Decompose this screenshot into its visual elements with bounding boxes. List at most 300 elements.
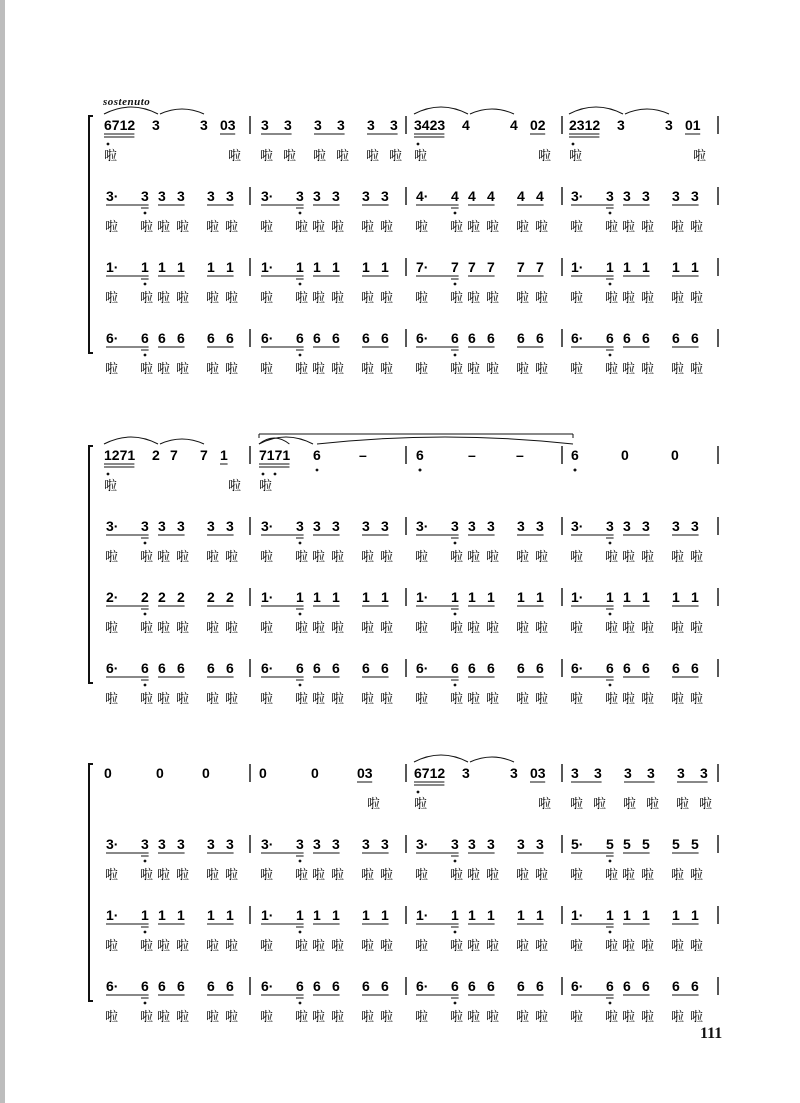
note: 1 (468, 907, 476, 923)
note: 3 (296, 188, 304, 204)
note: 3 (152, 117, 160, 133)
lyric: 啦 (361, 362, 375, 377)
note-group: 7171 (259, 447, 291, 463)
low-octave-dot (107, 473, 110, 476)
note: 3 (606, 518, 614, 534)
lyric: 啦 (570, 692, 584, 707)
lyric: 啦 (622, 291, 636, 306)
lyric: 啦 (313, 149, 327, 164)
lyric: 啦 (336, 149, 350, 164)
lyric: 啦 (623, 797, 637, 812)
lyric: 啦 (690, 362, 704, 377)
lyric: 啦 (535, 220, 549, 235)
note: 2 (207, 589, 215, 605)
note: 1 (691, 259, 699, 275)
lyric: 啦 (467, 550, 481, 565)
lyric: 啦 (641, 621, 655, 636)
note: 4 (451, 188, 459, 204)
note: 3· (416, 836, 429, 852)
note: 6 (606, 330, 614, 346)
lyric: 啦 (569, 149, 583, 164)
note: 3 (314, 117, 322, 133)
lyric: 啦 (176, 220, 190, 235)
low-octave-dot (144, 1002, 147, 1005)
lyric: 啦 (535, 692, 549, 707)
low-octave-dot (609, 684, 612, 687)
note: 6 (606, 660, 614, 676)
note: 3· (106, 188, 119, 204)
note: 2 (226, 589, 234, 605)
note: 1 (207, 907, 215, 923)
note: 1 (536, 589, 544, 605)
lyric: 啦 (622, 621, 636, 636)
lyric: 啦 (622, 550, 636, 565)
note: 1 (623, 907, 631, 923)
lyric: 啦 (312, 868, 326, 883)
lyric: 啦 (690, 550, 704, 565)
note: 1· (106, 259, 119, 275)
lyric: 啦 (260, 1010, 274, 1025)
lyric: 啦 (140, 220, 154, 235)
lyric: 啦 (361, 550, 375, 565)
lyric: 啦 (260, 621, 274, 636)
lyric: 啦 (312, 621, 326, 636)
lyric: 啦 (415, 692, 429, 707)
lyric: 啦 (312, 692, 326, 707)
note: 1 (517, 907, 525, 923)
lyric: 啦 (516, 939, 530, 954)
note: 7 (170, 447, 178, 463)
note: 1 (606, 259, 614, 275)
note: 1 (642, 907, 650, 923)
lyric: 啦 (535, 550, 549, 565)
note: 1 (362, 907, 370, 923)
note: 1 (362, 259, 370, 275)
note: 6 (362, 978, 370, 994)
lyric: 啦 (605, 291, 619, 306)
lyric: 啦 (295, 621, 309, 636)
note: 3 (623, 518, 631, 534)
lyric: 啦 (361, 291, 375, 306)
note: 1 (362, 589, 370, 605)
note-group: 1 (220, 447, 228, 463)
lyric: 啦 (690, 939, 704, 954)
note: 1 (177, 907, 185, 923)
low-octave-dot (574, 469, 577, 472)
system-bracket (89, 446, 93, 683)
low-octave-dot (454, 684, 457, 687)
lyric: 啦 (605, 621, 619, 636)
low-octave-dot (299, 684, 302, 687)
note: 7 (517, 259, 525, 275)
low-octave-dot (454, 354, 457, 357)
lyric: 啦 (467, 220, 481, 235)
lyric: 啦 (206, 291, 220, 306)
lyric: 啦 (486, 621, 500, 636)
note: 3 (517, 836, 525, 852)
note: 1 (381, 907, 389, 923)
note: 1· (571, 589, 584, 605)
note: 3· (106, 836, 119, 852)
low-octave-dot (299, 931, 302, 934)
lyric: 啦 (676, 797, 690, 812)
note: 6 (313, 330, 321, 346)
lyric: 啦 (622, 868, 636, 883)
note: 1 (381, 259, 389, 275)
note: 1 (313, 907, 321, 923)
lyric: 啦 (176, 692, 190, 707)
note: 3 (332, 518, 340, 534)
lyric: 啦 (140, 362, 154, 377)
lyric: 啦 (105, 621, 119, 636)
lyric: 啦 (622, 939, 636, 954)
note: 3 (390, 117, 398, 133)
lyric: 啦 (535, 939, 549, 954)
note: 7 (200, 447, 208, 463)
note: 7 (451, 259, 459, 275)
note: 6 (381, 978, 389, 994)
note: 6 (416, 447, 424, 463)
lyric: 啦 (157, 939, 171, 954)
lyric: 啦 (312, 291, 326, 306)
note: 6 (296, 978, 304, 994)
note: 3 (691, 518, 699, 534)
low-octave-dot (299, 613, 302, 616)
lyric: 啦 (570, 621, 584, 636)
lyric: 啦 (415, 1010, 429, 1025)
note: 1 (158, 259, 166, 275)
note-group: 1271 (104, 447, 136, 463)
lyric: 啦 (260, 220, 274, 235)
note: 6 (623, 660, 631, 676)
note: 6 (672, 660, 680, 676)
lyric: 啦 (157, 220, 171, 235)
note: 1 (226, 259, 234, 275)
lyric: 啦 (535, 1010, 549, 1025)
note: 6 (468, 660, 476, 676)
note: 6· (571, 660, 584, 676)
lyric: 啦 (206, 220, 220, 235)
lyric: 啦 (331, 220, 345, 235)
note: 3 (296, 836, 304, 852)
lyric: 啦 (646, 797, 660, 812)
lyric: 啦 (641, 291, 655, 306)
low-octave-dot (299, 1002, 302, 1005)
lyric: 啦 (176, 291, 190, 306)
note: 3· (106, 518, 119, 534)
note: 6 (177, 660, 185, 676)
lyric: 啦 (415, 939, 429, 954)
note: 3 (177, 188, 185, 204)
lyric: 啦 (699, 797, 713, 812)
lyric: 啦 (105, 939, 119, 954)
note: 3 (226, 188, 234, 204)
lyric: 啦 (671, 291, 685, 306)
note: 3 (141, 188, 149, 204)
note: 6 (158, 330, 166, 346)
lyric: 啦 (176, 868, 190, 883)
note: 5 (642, 836, 650, 852)
lyric: 啦 (671, 1010, 685, 1025)
lyric: 啦 (671, 362, 685, 377)
lyric: 啦 (415, 291, 429, 306)
note: 6 (332, 978, 340, 994)
note: 6 (141, 330, 149, 346)
note: 6 (487, 978, 495, 994)
lyric: 啦 (157, 621, 171, 636)
note-group: 6712 (414, 765, 446, 781)
note: 0 (621, 447, 629, 463)
lyric: 啦 (486, 692, 500, 707)
lyric: 啦 (380, 621, 394, 636)
note: 3 (642, 188, 650, 204)
note: 4 (510, 117, 518, 133)
note: 4 (517, 188, 525, 204)
lyric: 啦 (157, 291, 171, 306)
lyric: 啦 (260, 291, 274, 306)
lyric: 啦 (641, 939, 655, 954)
lyric: 啦 (605, 939, 619, 954)
note: 5 (672, 836, 680, 852)
note: 2 (141, 589, 149, 605)
lyric: 啦 (105, 692, 119, 707)
lyric: 啦 (206, 1010, 220, 1025)
note: 3 (207, 836, 215, 852)
lyric: 啦 (414, 149, 428, 164)
lyric: 啦 (516, 220, 530, 235)
rest: 0 (311, 765, 319, 781)
lyric: 啦 (331, 621, 345, 636)
note: 5 (623, 836, 631, 852)
lyric: 啦 (690, 1010, 704, 1025)
note: 6 (571, 447, 579, 463)
note: 6 (536, 978, 544, 994)
note: 7 (536, 259, 544, 275)
note: 3 (624, 765, 632, 781)
lyric: 啦 (467, 1010, 481, 1025)
low-octave-dot (316, 469, 319, 472)
note: 1 (606, 907, 614, 923)
note: 1 (642, 589, 650, 605)
lyric: 啦 (593, 797, 607, 812)
low-octave-dot (454, 212, 457, 215)
lyric: 啦 (570, 291, 584, 306)
lyric: 啦 (105, 220, 119, 235)
note-group: 2312 (569, 117, 601, 133)
tie (470, 757, 514, 762)
lyric: 啦 (225, 291, 239, 306)
lyric: 啦 (535, 621, 549, 636)
lyric: 啦 (206, 868, 220, 883)
note-group: 03 (530, 765, 546, 781)
slur (259, 438, 289, 444)
note: 6 (332, 660, 340, 676)
tie (470, 109, 514, 114)
lyric: 啦 (176, 550, 190, 565)
lyric: 啦 (690, 220, 704, 235)
note: 6 (672, 330, 680, 346)
lyric: 啦 (516, 621, 530, 636)
note: 1 (468, 589, 476, 605)
low-octave-dot (144, 860, 147, 863)
note: 1 (623, 259, 631, 275)
tempo-marking: sostenuto (103, 96, 151, 108)
lyric: 啦 (361, 692, 375, 707)
lyric: 啦 (486, 550, 500, 565)
note: 3 (451, 518, 459, 534)
note: 1· (571, 907, 584, 923)
lyric: 啦 (225, 939, 239, 954)
note: 3 (517, 518, 525, 534)
note: 6 (381, 660, 389, 676)
note: 6 (468, 978, 476, 994)
lyric: 啦 (260, 939, 274, 954)
note: 1 (296, 589, 304, 605)
note: 6 (623, 330, 631, 346)
tie (317, 437, 573, 444)
lyric: 啦 (450, 291, 464, 306)
note: 2· (106, 589, 119, 605)
lyric: 啦 (570, 1010, 584, 1025)
note: 3 (332, 188, 340, 204)
note: 4 (468, 188, 476, 204)
low-octave-dot (454, 283, 457, 286)
note: 3 (158, 518, 166, 534)
low-octave-dot (609, 1002, 612, 1005)
lyric: 啦 (450, 692, 464, 707)
note: 3 (536, 836, 544, 852)
lyric: 啦 (295, 362, 309, 377)
lyric: 啦 (331, 868, 345, 883)
lyric: 啦 (641, 692, 655, 707)
note: 1 (451, 907, 459, 923)
low-octave-dot (572, 143, 575, 146)
note: 1 (487, 907, 495, 923)
note: 5· (571, 836, 584, 852)
note: 6 (313, 660, 321, 676)
lyric: 啦 (380, 550, 394, 565)
note: 3 (141, 518, 149, 534)
low-octave-dot (299, 212, 302, 215)
note: 6 (296, 660, 304, 676)
note: 6 (517, 660, 525, 676)
low-octave-dot (274, 473, 277, 476)
lyric: 啦 (380, 692, 394, 707)
note: 3 (672, 188, 680, 204)
lyric: 啦 (622, 220, 636, 235)
slur (259, 437, 313, 444)
note: 6 (487, 330, 495, 346)
lyric: 啦 (516, 1010, 530, 1025)
note: 1· (261, 907, 274, 923)
lyric: 啦 (516, 291, 530, 306)
note: 1 (451, 589, 459, 605)
lyric: 啦 (367, 797, 381, 812)
low-octave-dot (454, 542, 457, 545)
note-group: 3423 (414, 117, 446, 133)
note: 3 (313, 836, 321, 852)
note: 4· (416, 188, 429, 204)
low-octave-dot (144, 931, 147, 934)
note: 4 (462, 117, 470, 133)
note: 1 (313, 259, 321, 275)
note: 1 (332, 907, 340, 923)
lyric: 啦 (104, 149, 118, 164)
low-octave-dot (609, 860, 612, 863)
lyric: 啦 (228, 149, 242, 164)
note: 6 (468, 330, 476, 346)
slur (414, 107, 468, 114)
lyric: 啦 (331, 1010, 345, 1025)
note: 3 (677, 765, 685, 781)
note: 6 (207, 330, 215, 346)
lyric: 啦 (570, 868, 584, 883)
note: 3· (261, 188, 274, 204)
note: 6 (296, 330, 304, 346)
low-octave-dot (609, 212, 612, 215)
note: 6 (226, 330, 234, 346)
lyric: 啦 (260, 692, 274, 707)
lyric: 啦 (312, 550, 326, 565)
lyric: 啦 (105, 362, 119, 377)
note: 6· (416, 978, 429, 994)
lyric: 啦 (259, 479, 273, 494)
lyric: 啦 (622, 692, 636, 707)
lyric: 啦 (260, 550, 274, 565)
note: 4 (487, 188, 495, 204)
lyric: 啦 (671, 220, 685, 235)
low-octave-dot (417, 143, 420, 146)
note: – (468, 447, 476, 463)
low-octave-dot (454, 1002, 457, 1005)
lyric: 啦 (295, 1010, 309, 1025)
lyric: 啦 (206, 362, 220, 377)
low-octave-dot (144, 542, 147, 545)
lyric: 啦 (331, 939, 345, 954)
slur (104, 107, 158, 114)
note: 3· (571, 188, 584, 204)
note: 1 (536, 907, 544, 923)
note: 7· (416, 259, 429, 275)
note: 6· (106, 330, 119, 346)
lyric: 啦 (415, 550, 429, 565)
note: 7 (468, 259, 476, 275)
note: 6· (571, 978, 584, 994)
slur (414, 755, 468, 762)
lyric: 啦 (570, 362, 584, 377)
page-number: 111 (700, 1025, 723, 1042)
note: – (359, 447, 367, 463)
low-octave-dot (609, 931, 612, 934)
lyric: 啦 (538, 149, 552, 164)
note: 3 (594, 765, 602, 781)
note: 1 (691, 907, 699, 923)
lyric: 啦 (361, 621, 375, 636)
note: 3 (647, 765, 655, 781)
lyric: 啦 (295, 868, 309, 883)
note: 3 (207, 188, 215, 204)
lyric: 啦 (467, 621, 481, 636)
low-octave-dot (454, 860, 457, 863)
note: 3 (313, 188, 321, 204)
note: 3 (158, 836, 166, 852)
lyric: 啦 (450, 939, 464, 954)
note: 3 (362, 188, 370, 204)
lyric: 啦 (157, 692, 171, 707)
note-group: 02 (530, 117, 546, 133)
lyric: 啦 (467, 692, 481, 707)
lyric: 啦 (157, 550, 171, 565)
